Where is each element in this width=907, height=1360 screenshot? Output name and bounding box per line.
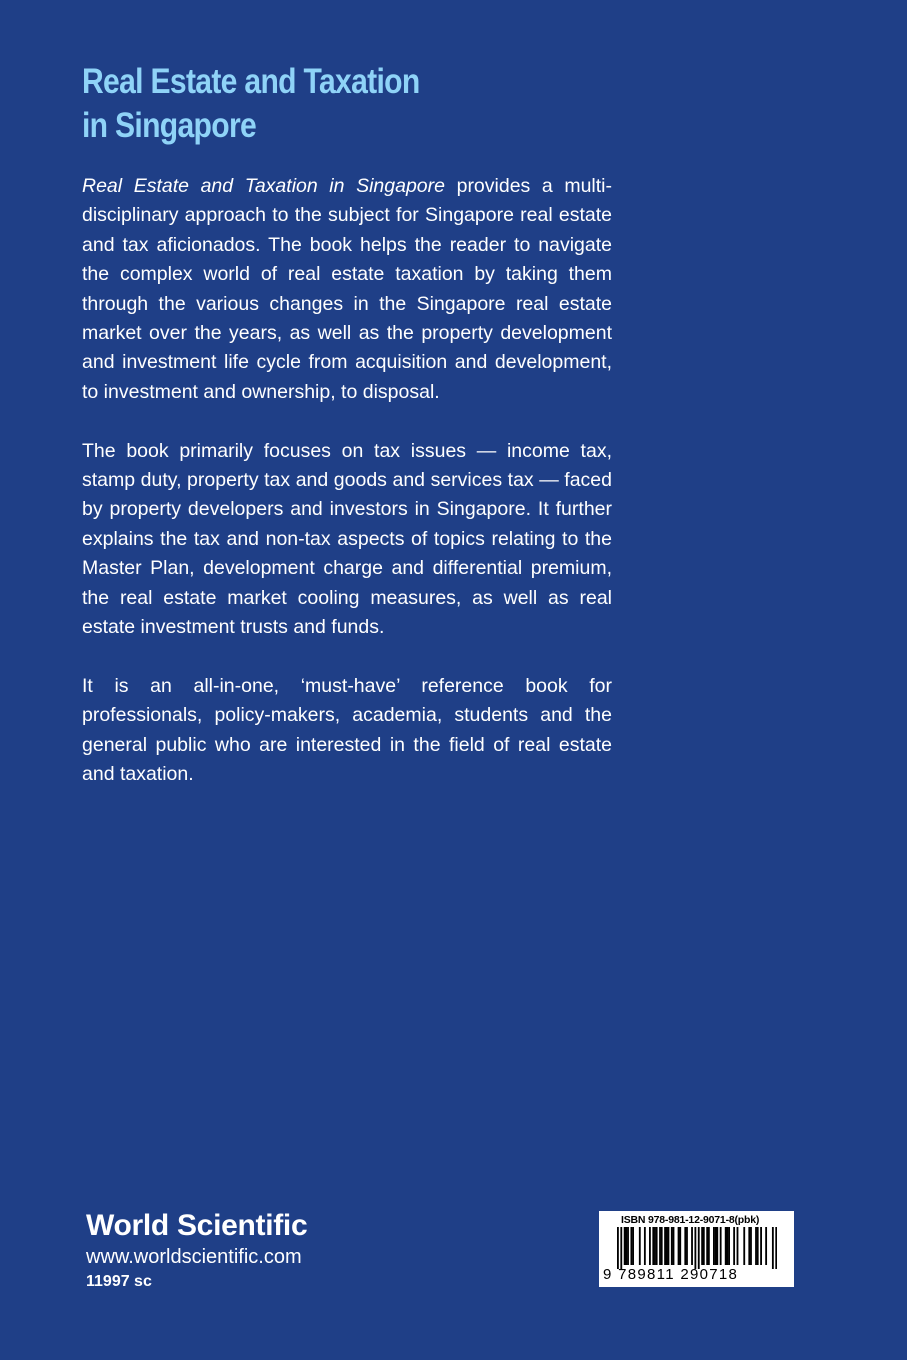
barcode-bar (666, 1227, 668, 1265)
blurb-paragraph-3: It is an all-in-one, ‘must-have’ reference book for professionals, policy-makers, academia, students and the general public who are interested in the field of real estate and taxation. (82, 674, 612, 786)
barcode-bar (765, 1227, 767, 1265)
barcode-bar (755, 1227, 757, 1265)
barcode-bar (698, 1227, 700, 1269)
isbn-barcode (599, 1211, 794, 1287)
publisher-name: World Scientific (86, 1209, 308, 1242)
book-title (82, 60, 564, 148)
barcode-bar (708, 1227, 710, 1265)
barcode-bar (684, 1227, 686, 1265)
blurb (82, 172, 612, 790)
barcode-bar (639, 1227, 641, 1265)
isbn-label: ISBN 978-981-12-9071-8(pbk) (621, 1214, 760, 1226)
barcode-bar (720, 1227, 722, 1265)
barcode-bar (625, 1227, 627, 1265)
barcode-bar (760, 1227, 762, 1265)
barcode-bar (671, 1227, 673, 1265)
barcode-bar (691, 1227, 693, 1265)
publisher-block (86, 1208, 406, 1294)
barcode-bar (620, 1227, 622, 1269)
barcode-bar (757, 1227, 759, 1265)
barcode-bar (701, 1227, 703, 1265)
barcode-bar (659, 1227, 661, 1265)
barcode-bar (713, 1227, 715, 1265)
barcode-bar (624, 1227, 626, 1265)
barcode-bar (617, 1227, 619, 1269)
barcode-bar (733, 1227, 735, 1265)
barcode-bar (737, 1227, 739, 1265)
barcode-bar (679, 1227, 681, 1265)
barcode-bar (664, 1227, 666, 1265)
barcode-bar (652, 1227, 654, 1265)
barcode-bar (686, 1227, 688, 1265)
barcode-bar (644, 1227, 646, 1265)
barcode-bar (706, 1227, 708, 1265)
barcode-bar (668, 1227, 670, 1265)
barcode-bar (750, 1227, 752, 1265)
barcode-bar (775, 1227, 777, 1269)
blurb-paragraph-1 (82, 172, 612, 407)
publisher-code: 11997 sc (86, 1273, 152, 1290)
barcode-bar (725, 1227, 727, 1265)
blurb-paragraph-2: The book primarily focuses on tax issues — income tax, stamp duty, property tax and goods and services tax — faced by property developers and investors in Singapore. It further explains the tax and non-tax aspects of topics relating to the Master Plan, development charge and differential premium, the real estate market cooling measures, as well as real estate investment trusts and funds. (82, 439, 612, 639)
barcode-bar (630, 1227, 632, 1265)
barcode-bar (772, 1227, 774, 1269)
barcode-bar (656, 1227, 658, 1265)
barcode-bar (627, 1227, 629, 1265)
barcode-bar (716, 1227, 718, 1265)
barcode-bar (661, 1227, 663, 1265)
barcode-bar (743, 1227, 745, 1265)
book-title-line-1: Real Estate and Taxation (82, 62, 420, 101)
barcode-bar (654, 1227, 656, 1265)
barcode-bar (748, 1227, 750, 1265)
barcode-bar (678, 1227, 680, 1265)
barcode-bar (715, 1227, 717, 1265)
publisher-url[interactable]: www.worldscientific.com (86, 1246, 302, 1268)
barcode-bars-icon (617, 1227, 777, 1269)
blurb-paragraph-1-text: provides a multi-disciplinary approach to the subject for Singapore real estate and tax aficionados. The book helps the reader to navigate the complex world of real estate taxation by taking them through the various changes in the Singapore real estate market over the years, as well as the property development and investment life cycle from acquisition and development, to investment and ownership, to disposal. (82, 175, 613, 403)
blurb-book-title-italic: Real Estate and Taxation in Singapore (82, 175, 445, 197)
barcode-bar (728, 1227, 730, 1265)
barcode-bar (649, 1227, 651, 1265)
barcode-bar (673, 1227, 675, 1265)
barcode-bar (703, 1227, 705, 1265)
barcode-bar (694, 1227, 696, 1269)
book-title-line-2: in Singapore (82, 106, 257, 145)
barcode-bar (632, 1227, 634, 1265)
barcode-bar (726, 1227, 728, 1265)
barcode-digits: 9 789811 290718 (603, 1266, 739, 1283)
